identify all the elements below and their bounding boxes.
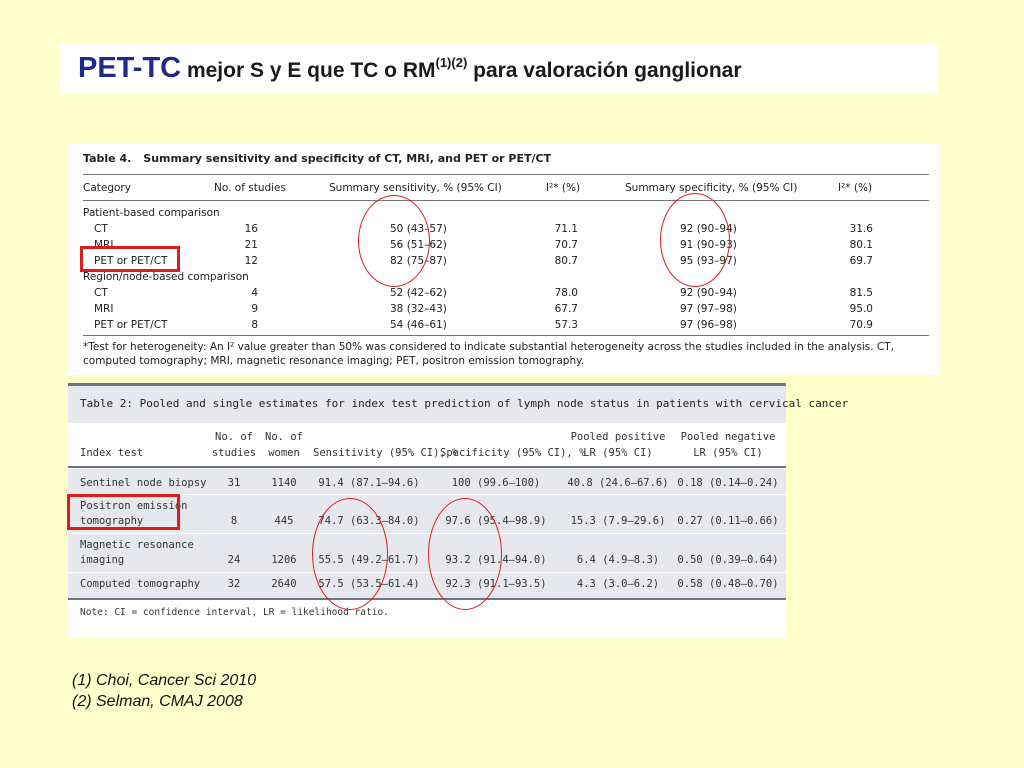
t2-header-women-1: No. of <box>265 431 303 443</box>
t4-row-cat: MRI <box>94 303 114 315</box>
table-4-bottom-rule <box>83 335 929 336</box>
t4-row-n: 21 <box>244 239 258 251</box>
table-2-footnote: Note: CI = confidence interval, LR = likelihood ratio. <box>80 607 389 618</box>
t2-row-plr: 6.4 (4.9–8.3) <box>576 554 660 566</box>
t2-row-test: Sentinel node biopsy <box>80 477 207 489</box>
t4-row-i2a: 80.7 <box>554 255 578 267</box>
t2-row-studies: 24 <box>227 554 241 566</box>
references <box>72 670 256 712</box>
title-rest: mejor S y E que TC o RM <box>181 58 436 82</box>
table-4-caption-text: Summary sensitivity and specificity of CT, MRI, and PET or PET/CT <box>143 152 552 165</box>
title-tail: para valoración ganglionar <box>467 58 742 82</box>
t2-row-test: Magnetic resonance <box>80 539 194 551</box>
highlight-box-pet-row <box>67 494 180 530</box>
t4-row-spec: 91 (90–93) <box>680 239 737 251</box>
t4-row-spec: 95 (93–97) <box>680 255 737 267</box>
table-2-caption: Table 2: Pooled and single estimates for index test prediction of lymph node status in patients with cervical cancer <box>80 397 849 410</box>
t2-row-sens: 74.7 (63.3–84.0) <box>318 515 420 527</box>
t4-header-studies: No. of studies <box>214 182 286 194</box>
t2-header-index: Index test <box>80 447 144 459</box>
t4-row-sens: 82 (75–87) <box>390 255 447 267</box>
slide-title <box>78 52 742 85</box>
t4-row-spec: 97 (97–98) <box>680 303 737 315</box>
highlight-circle-specificity <box>660 193 730 287</box>
t4-row-i2b: 81.5 <box>849 287 873 299</box>
highlight-circle-specificity <box>428 498 502 610</box>
reference-item: (2) Selman, CMAJ 2008 <box>72 693 243 710</box>
t4-row-n: 4 <box>251 287 258 299</box>
highlight-circle-sensitivity <box>312 498 388 610</box>
t4-row-i2b: 95.0 <box>849 303 873 315</box>
t2-header-nlr-1: Pooled negative <box>680 431 776 443</box>
t2-row-sens: 57.5 (53.5–61.4) <box>318 578 420 590</box>
t2-row-spec: 93.2 (91.4–94.0) <box>445 554 547 566</box>
t4-row-cat: CT <box>94 287 108 299</box>
t2-row-nlr: 0.50 (0.39–0.64) <box>677 554 779 566</box>
t2-row-spec: 97.6 (95.4–98.9) <box>445 515 547 527</box>
t2-header-specificity: Specificity (95% CI), % <box>440 447 586 459</box>
table-4-header-rule <box>83 200 929 201</box>
table-2-bottom-rule <box>68 598 786 600</box>
highlight-circle-sensitivity <box>358 195 430 287</box>
t2-header-plr-1: Pooled positive <box>570 431 666 443</box>
t2-row-test-line2: tomography <box>80 515 144 527</box>
t4-row-n: 12 <box>244 255 258 267</box>
t2-row-plr: 40.8 (24.6–67.6) <box>567 477 669 489</box>
t4-row-spec: 92 (90–94) <box>680 287 737 299</box>
t2-row-studies: 31 <box>227 477 241 489</box>
t4-group-region: Region/node-based comparison <box>83 271 249 283</box>
t2-row-nlr: 0.58 (0.48–0.70) <box>677 578 779 590</box>
t2-row-spec: 92.3 (91.1–93.5) <box>445 578 547 590</box>
t2-header-studies-2: studies <box>211 447 257 459</box>
t2-row-test-line2: imaging <box>80 554 125 566</box>
t2-row-sens: 91.4 (87.1–94.6) <box>318 477 420 489</box>
title-main: PET-TC <box>78 51 182 84</box>
t4-row-spec: 97 (96–98) <box>680 319 737 331</box>
t4-row-sens: 52 (42–62) <box>390 287 447 299</box>
t4-row-sens: 54 (46–61) <box>390 319 447 331</box>
t2-row-sens: 55.5 (49.2–61.7) <box>318 554 420 566</box>
t4-row-i2a: 78.0 <box>554 287 578 299</box>
highlight-box-pet-row <box>80 246 180 272</box>
t2-row-test: Positron emission <box>80 500 188 512</box>
t4-header-category: Category <box>83 182 131 194</box>
t4-header-specificity: Summary specificity, % (95% CI) <box>625 182 798 194</box>
t4-row-sens: 38 (32–43) <box>390 303 447 315</box>
t4-row-n: 16 <box>244 223 258 235</box>
t2-row-women: 445 <box>274 515 294 527</box>
t4-row-i2a: 71.1 <box>554 223 578 235</box>
t4-row-i2a: 67.7 <box>554 303 578 315</box>
t4-row-i2a: 70.7 <box>554 239 578 251</box>
t4-row-cat: PET or PET/CT <box>94 319 168 331</box>
t4-group-patient: Patient-based comparison <box>83 207 220 219</box>
t2-row-spec: 100 (99.6–100) <box>451 477 541 489</box>
t4-row-sens: 50 (43–57) <box>390 223 447 235</box>
table-4-caption-number: Table 4. <box>83 152 132 165</box>
t2-row-women: 2640 <box>271 578 297 590</box>
t2-header-studies-1: No. of <box>215 431 253 443</box>
t2-row-test: Computed tomography <box>80 578 201 590</box>
t2-header-women-2: women <box>268 447 300 459</box>
t2-row-studies: 8 <box>230 515 238 527</box>
t4-row-cat: PET or PET/CT <box>94 255 168 267</box>
t2-row-nlr: 0.18 (0.14–0.24) <box>677 477 779 489</box>
t4-row-n: 9 <box>251 303 258 315</box>
t2-header-plr-2: LR (95% CI) <box>583 447 653 459</box>
table-4-footnote: *Test for heterogeneity: An I² value greater than 50% was considered to indicate substantial heterogeneity across the studies included in the analysis. CT, computed tomography; MRI, magnetic resonance imaging; PET, positron emission tomography. <box>83 341 894 367</box>
t4-row-i2a: 57.3 <box>554 319 578 331</box>
slide-title-box <box>60 43 938 93</box>
t2-row-studies: 32 <box>227 578 241 590</box>
reference-item: (1) Choi, Cancer Sci 2010 <box>72 672 257 689</box>
t4-header-i2-a: I²* (%) <box>546 182 581 194</box>
t2-row-women: 1140 <box>271 477 297 489</box>
t2-row-nlr: 0.27 (0.11–0.66) <box>677 515 779 527</box>
t4-row-i2b: 70.9 <box>849 319 873 331</box>
t4-row-i2b: 31.6 <box>849 223 873 235</box>
t2-header-sensitivity: Sensitivity (95% CI), % <box>313 447 459 459</box>
table-4 <box>68 143 940 375</box>
table-2-header-rule <box>68 466 786 468</box>
table-4-caption <box>83 152 551 165</box>
t4-header-sensitivity: Summary sensitivity, % (95% CI) <box>329 182 502 194</box>
t2-row-plr: 15.3 (7.9–29.6) <box>570 515 666 527</box>
t4-header-i2-b: I²* (%) <box>838 182 873 194</box>
t4-row-cat: MRI <box>94 239 114 251</box>
table-4-top-rule <box>83 174 929 175</box>
t4-row-i2b: 69.7 <box>849 255 873 267</box>
t4-row-spec: 92 (90–94) <box>680 223 737 235</box>
t4-row-cat: CT <box>94 223 108 235</box>
title-superscript: (1)(2) <box>435 54 468 70</box>
t4-row-n: 8 <box>251 319 258 331</box>
t2-header-nlr-2: LR (95% CI) <box>693 447 763 459</box>
t4-row-i2b: 80.1 <box>849 239 873 251</box>
t2-row-women: 1206 <box>271 554 297 566</box>
t4-row-sens: 56 (51–62) <box>390 239 447 251</box>
t2-row-plr: 4.3 (3.0–6.2) <box>576 578 660 590</box>
